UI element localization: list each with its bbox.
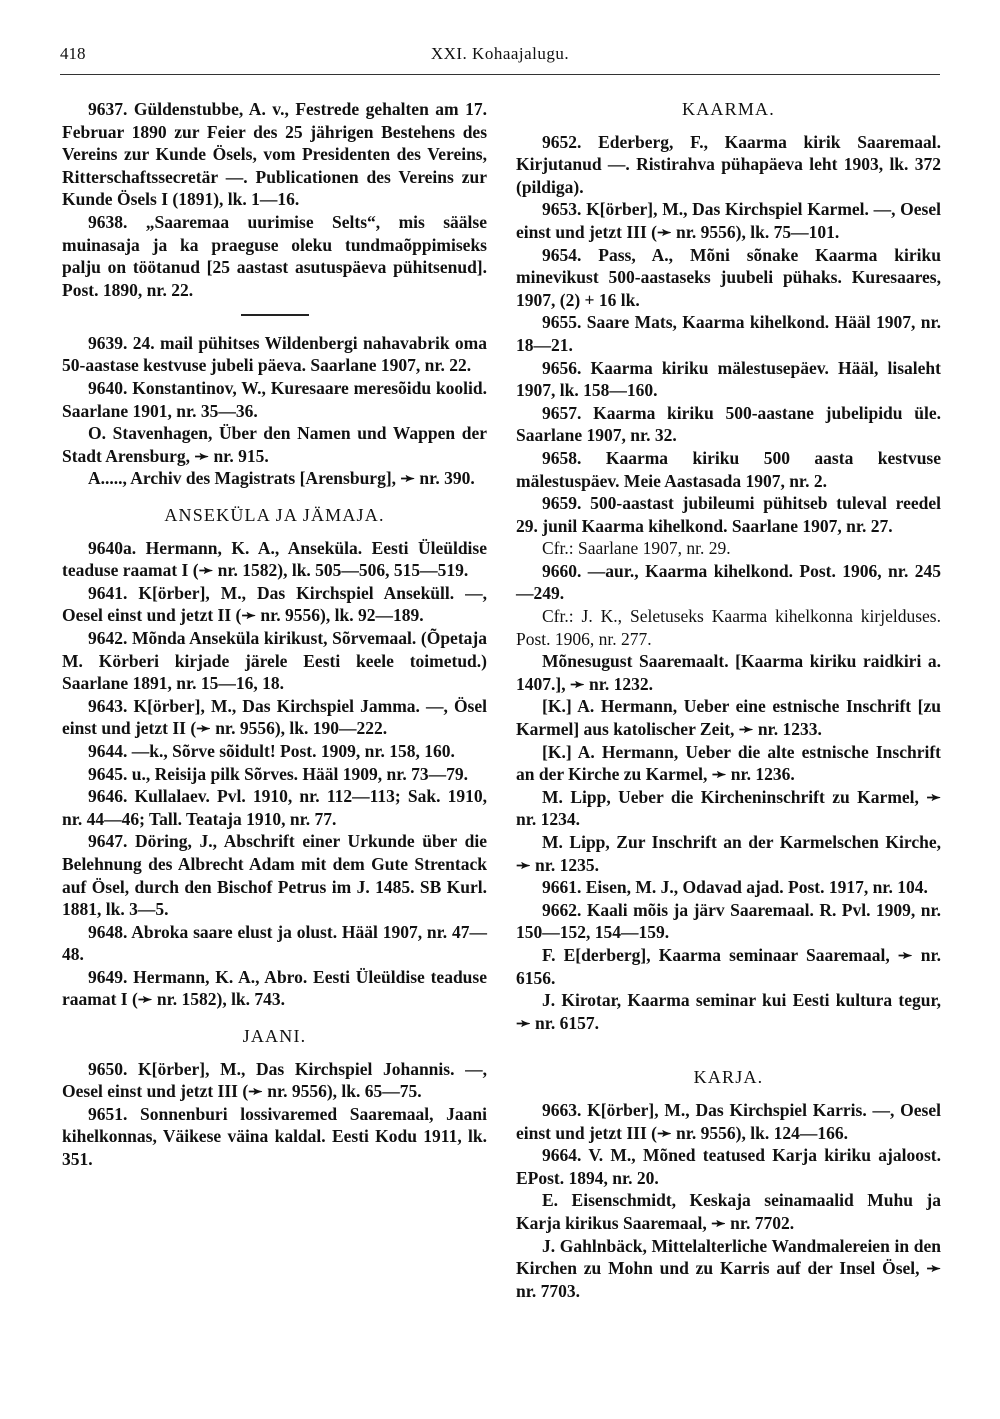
cfr-note: Cfr.: J. K., Seletuseks Kaarma kihelkonna kirjelduses. Post. 1906, nr. 277.	[516, 606, 941, 649]
entry-9648: 9648. Abroka saare elust ja olust. Hääl 1907, nr. 47—48.	[62, 921, 487, 965]
entry-9661: 9661. Eisen, M. J., Odavad ajad. Post. 1917, nr. 104.	[542, 877, 928, 898]
section-heading-karja: KARJA.	[693, 1067, 764, 1088]
entry-9650: 9650. K[örber], M., Das Kirchspiel Johannis. —, Oesel einst und jetzt III (➛ nr. 9556), lk. 65—75.	[62, 1058, 487, 1102]
section-heading-ansekula: ANSEKÜLA JA JÄMAJA.	[164, 505, 385, 525]
entry-9656: 9656. Kaarma kiriku mälestusepäev. Hääl, lisaleht 1907, lk. 158—160.	[516, 357, 941, 401]
entry-stavenhagen: O. Stavenhagen, Über den Namen und Wappen der Stadt Arensburg, ➛ nr. 915.	[62, 423, 487, 466]
entry-9641: 9641. K[örber], M., Das Kirchspiel Anseküll. —, Oesel einst und jetzt II (➛ nr. 9556), lk. 92—189.	[62, 582, 487, 626]
entry-9657: 9657. Kaarma kiriku 500-aastane jubelipidu üle. Saarlane 1907, nr. 32.	[516, 402, 941, 446]
entry-lipp-1235: M. Lipp, Zur Inschrift an der Karmelschen Kirche, ➛ nr. 1235.	[516, 832, 941, 875]
running-header	[60, 44, 940, 74]
entry-9660: 9660. —aur., Kaarma kihelkond. Post. 1906, nr. 245—249.	[516, 560, 941, 604]
entry-9642: 9642. Mõnda Anseküla kirikust, Sõrvemaal. (Õpetaja M. Körberi kirjade järele Eesti keele toimetud.) Saarlane 1891, nr. 15—16, 18.	[62, 627, 487, 694]
section-separator	[241, 314, 309, 316]
entry-9644: 9644. —k., Sõrve sõidult! Post. 1909, nr. 158, 160.	[88, 740, 455, 761]
entry-9640a: 9640a. Hermann, K. A., Anseküla. Eesti Üleüldise teaduse raamat I (➛ nr. 1582), lk. 505—506, 515—519.	[62, 537, 487, 581]
entry-9639: 9639. 24. mail pühitses Wildenbergi nahavabrik oma 50-aastase kestvuse jubeli päeva. Saarlane 1907, nr. 22.	[62, 332, 487, 376]
entry-monesugust: Mõnesugust Saaremaalt. [Kaarma kiriku raidkiri a. 1407.], ➛ nr. 1232.	[516, 651, 941, 694]
entry-9655: 9655. Saare Mats, Kaarma kihelkond. Hääl 1907, nr. 18—21.	[516, 312, 941, 355]
entry-9664: 9664. V. M., Mõned teatused Karja kiriku ajaloost. EPost. 1894, nr. 20.	[516, 1145, 941, 1188]
entry-9654: 9654. Pass, A., Mõni sõnake Kaarma kiriku minevikust 500-aastaseks juubeli pühaks. Kuresaares, 1907, (2) + 16 lk.	[516, 244, 941, 310]
entry-9647: 9647. Döring, J., Abschrift einer Urkunde über die Belehnung des Albrecht Adam mit dem Gute Strentack auf Ösel, durch den Bischof Petrus im J. 1485. SB Kurl. 1881, lk. 3—5.	[62, 831, 487, 920]
right-column	[516, 98, 941, 1302]
header-rule	[60, 74, 940, 75]
entry-9653: 9653. K[örber], M., Das Kirchspiel Karmel. —, Oesel einst und jetzt III (➛ nr. 9556), lk. 75—101.	[516, 199, 941, 242]
entry-9638: 9638. „Saaremaa uurimise Selts“, mis säälse muinasaja ja ka praeguse oleku tundmaõppimiseks palju on töötanud [25 aastast asutuspäeva pühitsenud]. Post. 1890, nr. 22.	[62, 211, 487, 300]
entry-gahlnback-7703: J. Gahlnbäck, Mittelalterliche Wandmalereien in den Kirchen zu Mohn und zu Karris auf der Insel Ösel, ➛ nr. 7703.	[516, 1235, 941, 1301]
entry-9651: 9651. Sonnenburi lossivaremed Saaremaal, Jaani kihelkonnas, Väikese väina kaldal. Eesti Kodu 1911, lk. 351.	[62, 1103, 487, 1170]
entry-hermann-1236: [K.] A. Hermann, Ueber die alte estnische Inschrift an der Kirche zu Karmel, ➛ nr. 1236.	[516, 741, 941, 785]
chapter-title: XXI. Kohaajalugu.	[430, 44, 570, 63]
entry-9659: 9659. 500-aastast jubileumi pühitseb tuleval reedel 29. junil Kaarma kihelkond. Saarlane 1907, nr. 27.	[516, 493, 941, 536]
entry-9652: 9652. Ederberg, F., Kaarma kirik Saaremaal. Kirjutanud —. Ristirahva pühapäeva leht 1903, lk. 372 (pildiga).	[516, 131, 941, 197]
entry-9662: 9662. Kaali mõis ja järv Saaremaal. R. Pvl. 1909, nr. 150—152, 154—159.	[516, 899, 941, 943]
entry-9637: 9637. Güldenstubbe, A. v., Festrede gehalten am 17. Februar 1890 zur Feier des 25 jährigen Bestehens des Vereins zur Kunde Ösels, vom Presidenten des Vereins, Ritterschaftssecretär —. Publicationen des Vereins zur Kunde Ösels I (1891), lk. 1—16.	[62, 99, 487, 210]
entry-ederberg-6156: F. E[derberg], Kaarma seminaar Saaremaal, ➛ nr. 6156.	[516, 944, 941, 988]
entry-lipp-1234: M. Lipp, Ueber die Kircheninschrift zu Karmel, ➛ nr. 1234.	[516, 786, 941, 830]
page-number: 418	[60, 44, 86, 63]
entry-9663: 9663. K[örber], M., Das Kirchspiel Karris. —, Oesel einst und jetzt III (➛ nr. 9556), lk. 124—166.	[516, 1099, 941, 1143]
entry-9645: 9645. u., Reisija pilk Sõrves. Hääl 1909, nr. 73—79.	[88, 763, 469, 784]
entry-hermann-1233: [K.] A. Hermann, Ueber eine estnische Inschrift [zu Karmel] aus katolischer Zeit, ➛ nr. 1233.	[516, 696, 941, 740]
entry-9658: 9658. Kaarma kiriku 500 aasta kestvuse mälestuspäev. Meie Aastasada 1907, nr. 2.	[516, 447, 941, 491]
entry-9649: 9649. Hermann, K. A., Abro. Eesti Üleüldise teaduse raamat I (➛ nr. 1582), lk. 743.	[62, 966, 487, 1010]
entry-archiv: A....., Archiv des Magistrats [Arensburg], ➛ nr. 390.	[88, 468, 475, 489]
entry-kirotar-6157: J. Kirotar, Kaarma seminar kui Eesti kultura tegur, ➛ nr. 6157.	[516, 990, 941, 1033]
entry-9646: 9646. Kullalaev. Pvl. 1910, nr. 112—113; Sak. 1910, nr. 44—46; Tall. Teataja 1910, nr. 77.	[62, 786, 487, 829]
entry-9640: 9640. Konstantinov, W., Kuresaare meresõidu koolid. Saarlane 1901, nr. 35—36.	[62, 378, 487, 421]
spacer	[516, 1034, 941, 1052]
cfr-note: Cfr.: Saarlane 1907, nr. 29.	[542, 538, 731, 559]
entry-9643: 9643. K[örber], M., Das Kirchspiel Jamma. —, Ösel einst und jetzt II (➛ nr. 9556), lk. 190—222.	[62, 695, 487, 739]
left-column	[62, 98, 487, 1171]
section-heading-kaarma: KAARMA.	[682, 99, 775, 119]
entry-eisenschmidt-7702: E. Eisenschmidt, Keskaja seinamaalid Muhu ja Karja kirikus Saaremaal, ➛ nr. 7702.	[516, 1190, 941, 1233]
section-heading-jaani: JAANI.	[242, 1026, 307, 1047]
